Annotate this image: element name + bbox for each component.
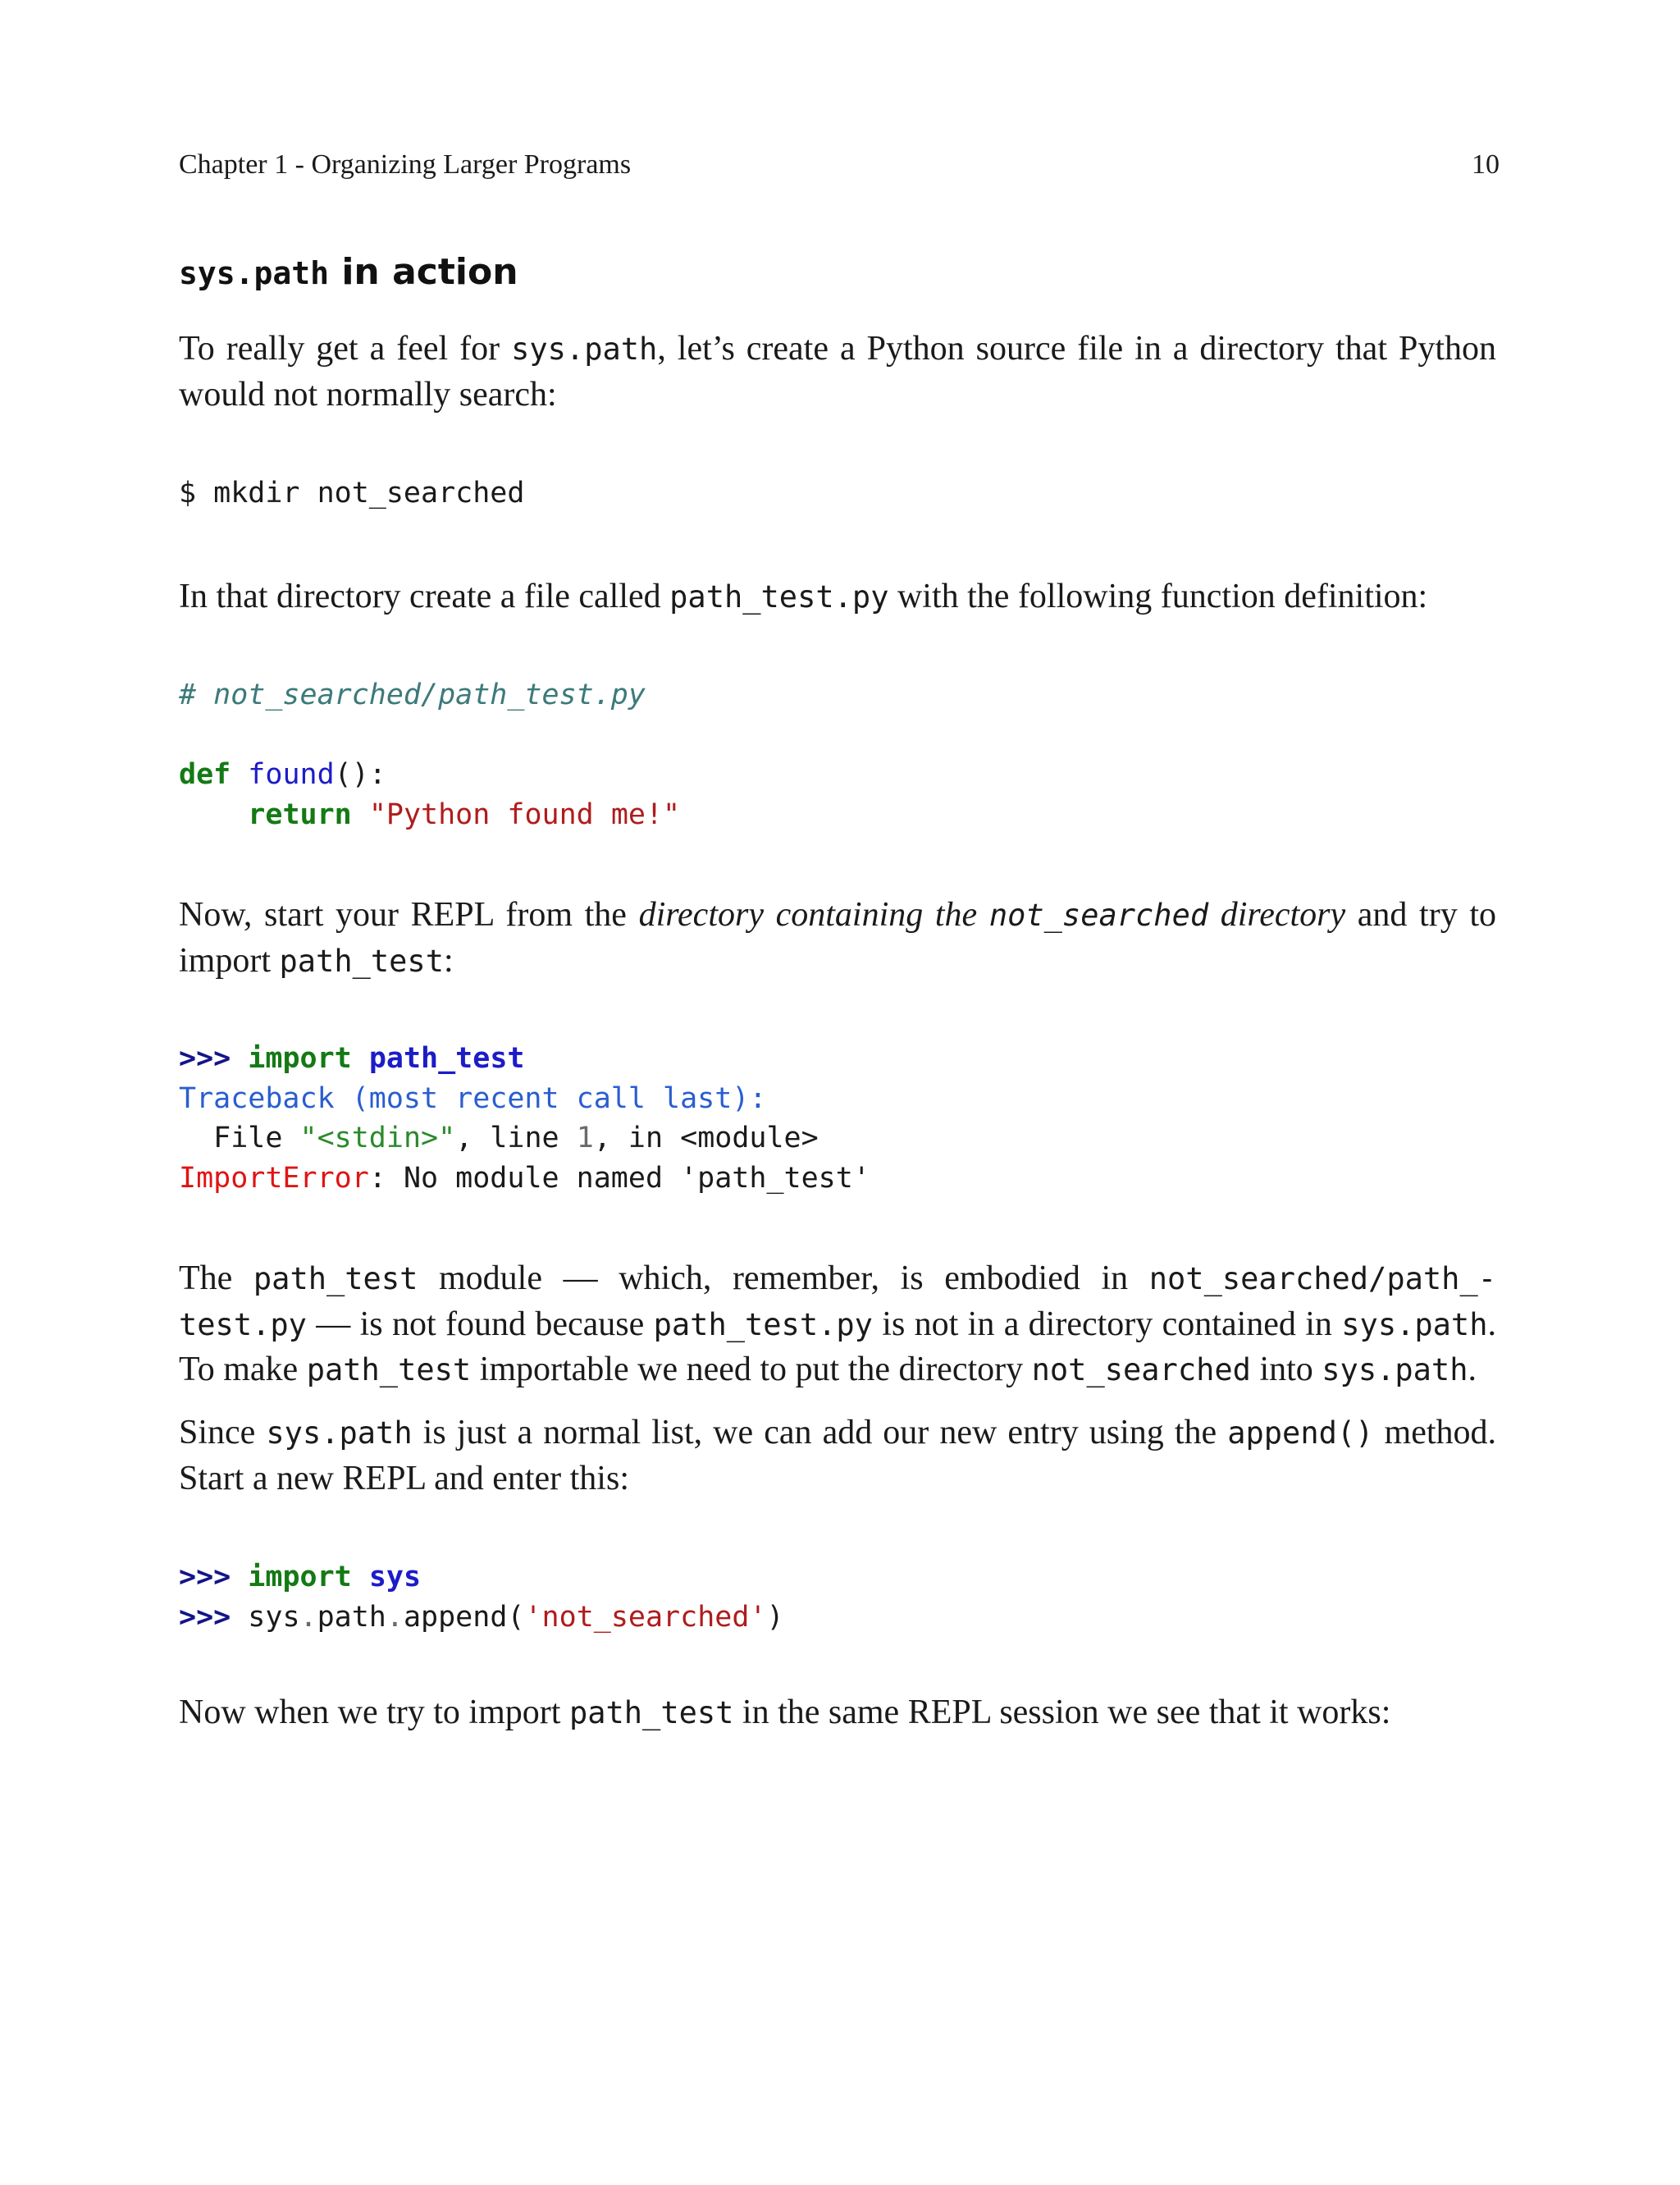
paragraph-works [179,1690,1496,1736]
code-punct: (): [334,758,386,791]
inline-code: path_test [568,1695,734,1730]
inline-code: not_searched/path_-test.py [179,1261,1496,1342]
text: is not in a directory contained in [872,1305,1342,1343]
code-indent [179,798,248,831]
code-string: "Python found me!" [368,798,681,831]
code-comment: # not_searched/path_test.py [179,679,646,711]
code-text: , in <module> [593,1122,819,1154]
traceback-line: Traceback (most recent call last): [179,1081,767,1115]
text: . [1468,1351,1477,1388]
code-module-name: path_test [368,1042,525,1075]
text: importable we need to put the directory [471,1351,1032,1388]
code-block-import-error [179,1039,870,1198]
code-text: path [317,1600,386,1634]
text: Now, start your REPL from the [179,896,639,934]
repl-prompt: >>> [179,1042,231,1075]
code-text: File [179,1122,300,1154]
code-keyword: def [179,758,231,791]
code-keyword: import [248,1042,352,1075]
repl-prompt: >>> [179,1561,231,1593]
code-number: 1 [576,1122,594,1154]
code-text: sys [248,1600,300,1634]
running-header-chapter: Chapter 1 - Organizing Larger Programs [179,149,632,180]
code-keyword: import [248,1561,352,1593]
page-number: 10 [1472,149,1500,180]
paragraph-append [179,1410,1496,1501]
code-module-name: sys [368,1561,422,1593]
text: Since [179,1414,267,1451]
inline-code: path_test [279,943,444,979]
error-message: : No module named 'path_test' [368,1161,870,1195]
text: module — which, remember, is embodied in [418,1259,1149,1297]
inline-code: sys.path [1341,1306,1488,1342]
text: in the same REPL session we see that it works: [733,1694,1391,1731]
section-heading [179,246,518,299]
section-heading-code: sys.path [179,255,330,291]
inline-code: sys.path [266,1415,413,1451]
text: into [1250,1351,1322,1388]
inline-code: path_test.py [653,1306,873,1342]
paragraph-not-found [179,1256,1496,1393]
code-text: append( [403,1600,525,1634]
paragraph-repl [179,893,1496,984]
paragraph-create-file [179,574,1496,620]
text: In that directory create a file called [179,578,670,615]
text: Now when we try to import [179,1694,569,1731]
text: To really get a feel for [179,330,512,368]
code-text: ) [766,1600,784,1634]
inline-code: sys.path [511,331,658,367]
text: with the following function definition: [888,578,1428,615]
code-string: 'not_searched' [524,1600,767,1634]
code-function-name: found [248,758,335,791]
error-name: ImportError [179,1161,369,1195]
code-text: , line [455,1122,577,1154]
inline-code: not_searched [988,898,1209,933]
text: and try to import [179,896,1497,980]
paragraph-intro [179,327,1496,417]
code-block-mkdir [179,473,524,514]
section-heading-text: in action [329,251,518,293]
inline-code: path_test [253,1261,418,1296]
code-block-sys-append [179,1557,784,1637]
italic-text: directory [1208,896,1346,934]
inline-code: path_test.py [669,579,889,615]
code-dot: . [386,1600,404,1634]
italic-text: directory containing the [638,896,989,934]
text: is just a normal list, we can add our new entry using the [412,1414,1228,1451]
inline-code: path_test [306,1352,472,1387]
inline-code: sys.path [1322,1352,1468,1387]
code-dot: . [299,1600,317,1634]
text: . To make [179,1305,1496,1388]
code-line: $ mkdir not_searched [179,477,525,510]
repl-prompt: >>> [179,1600,231,1634]
text: The [179,1259,253,1297]
code-keyword: return [248,798,352,831]
text: , let’s create a Python source file in a directory that Python would not normally search: [179,330,1496,414]
text: — is not found because [306,1305,654,1343]
inline-code: append() [1227,1415,1374,1451]
inline-code: not_searched [1031,1352,1251,1387]
code-block-path-test [179,675,680,834]
code-string: "<stdin>" [299,1122,456,1154]
text: : [443,941,454,980]
text: method. Start a new REPL and enter this: [179,1414,1497,1497]
